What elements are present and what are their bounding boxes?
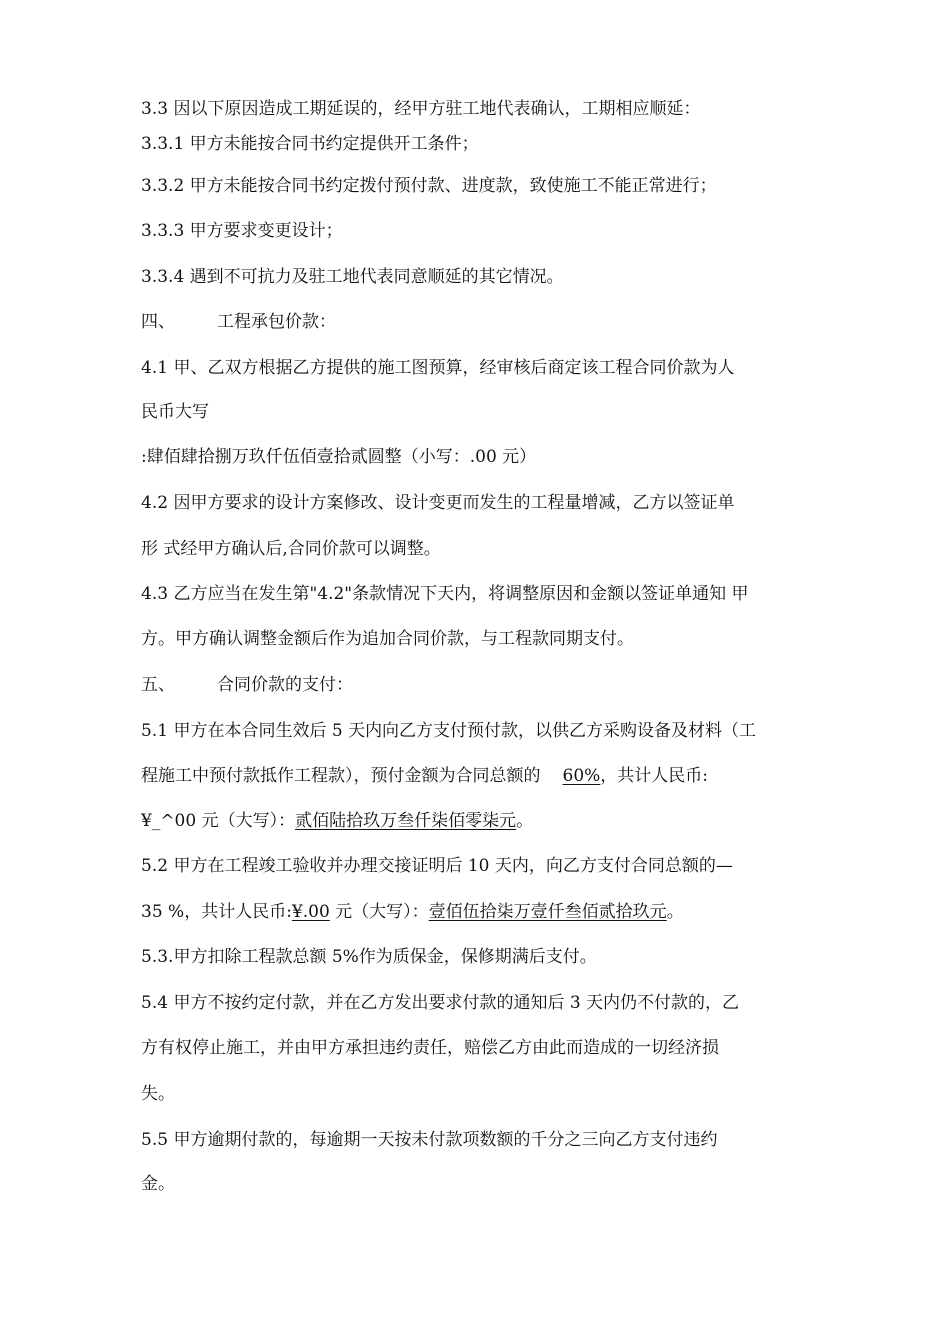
final-payment-figure: ¥.00 [291,902,330,922]
clause-3-3-1: 3.3.1 甲方未能按合同书约定提供开工条件； [141,134,479,154]
clause-5-1-line-2 [141,765,708,787]
section-4-number: 四、 [141,312,175,332]
clause-4-2-line-1: 4.2 因甲方要求的设计方案修改、设计变更而发生的工程量增减，乙方以签证单 [141,493,735,513]
clause-5-4-line-2: 方有权停止施工，并由甲方承担违约责任，赔偿乙方由此而造成的一切经济损 [141,1038,719,1058]
prepayment-percent: 60% [562,766,601,786]
section-5-heading [141,674,353,696]
final-payment-words-label: 元（大写）： [329,902,429,922]
clause-5-2-line-2 [141,901,684,923]
clause-4-2-line-2: 形 式经甲方确认后,合同价款可以调整。 [141,539,441,559]
final-payment-amount-words: 壹佰伍拾柒万壹仟叁佰贰拾玖元 [428,902,667,922]
clause-4-3-line-2: 方。甲方确认调整金额后作为追加合同价款，与工程款同期支付。 [141,629,634,649]
clause-4-1-line-3: :肆佰肆拾捌万玖仟伍佰壹拾贰圆整（小写：.00 元） [141,447,537,467]
prepayment-amount-words: 贰佰陆拾玖万叁仟柒佰零柒元 [295,811,517,831]
clause-3-3-2: 3.3.2 甲方未能按合同书约定拨付预付款、进度款，致使施工不能正常进行； [141,176,717,196]
section-5-number: 五、 [141,675,175,695]
clause-5-3: 5.3.甲方扣除工程款总额 5%作为质保金，保修期满后支付。 [141,947,597,967]
clause-5-5-line-1: 5.5 甲方逾期付款的，每逾期一天按未付款项数额的千分之三向乙方支付违约 [141,1130,718,1150]
clause-4-3-line-1: 4.3 乙方应当在发生第"4.2"条款情况下天内，将调整原因和金额以签证单通知 甲 [141,584,749,604]
clause-5-4-line-3: 失。 [141,1084,175,1104]
section-4-heading [141,311,336,333]
final-payment-label: 35 %，共计人民币: [141,902,292,922]
clause-3-3-4: 3.3.4 遇到不可抗力及驻工地代表同意顺延的其它情况。 [141,267,564,287]
clause-4-1-line-1: 4.1 甲、乙双方根据乙方提供的施工图预算，经审核后商定该工程合同价款为人 [141,358,735,378]
sentence-end: 。 [666,902,684,922]
prepayment-amount-label: ¥_^00 元（大写）： [141,811,296,831]
section-5-title: 合同价款的支付： [217,675,353,695]
clause-5-2-line-1: 5.2 甲方在工程竣工验收并办理交接证明后 10 天内，向乙方支付合同总额的— [141,856,733,876]
sentence-end: 。 [516,811,534,831]
clause-5-5-line-2: 金。 [141,1174,175,1194]
clause-3-3: 3.3 因以下原因造成工期延误的，经甲方驻工地代表确认，工期相应顺延： [141,99,701,119]
clause-3-3-3: 3.3.3 甲方要求变更设计； [141,221,343,241]
clause-4-1-line-2: 民币大写 [141,402,209,422]
clause-5-4-line-1: 5.4 甲方不按约定付款，并在乙方发出要求付款的通知后 3 天内仍不付款的，乙 [141,993,740,1013]
clause-5-1-text-end: ，共计人民币: [600,766,709,786]
section-4-title: 工程承包价款： [217,312,336,332]
clause-5-1-line-3 [141,810,533,832]
clause-5-1-line-1: 5.1 甲方在本合同生效后 5 天内向乙方支付预付款，以供乙方采购设备及材料（工 [141,721,757,741]
clause-5-1-text: 程施工中预付款抵作工程款），预付金额为合同总额的 [141,766,541,786]
